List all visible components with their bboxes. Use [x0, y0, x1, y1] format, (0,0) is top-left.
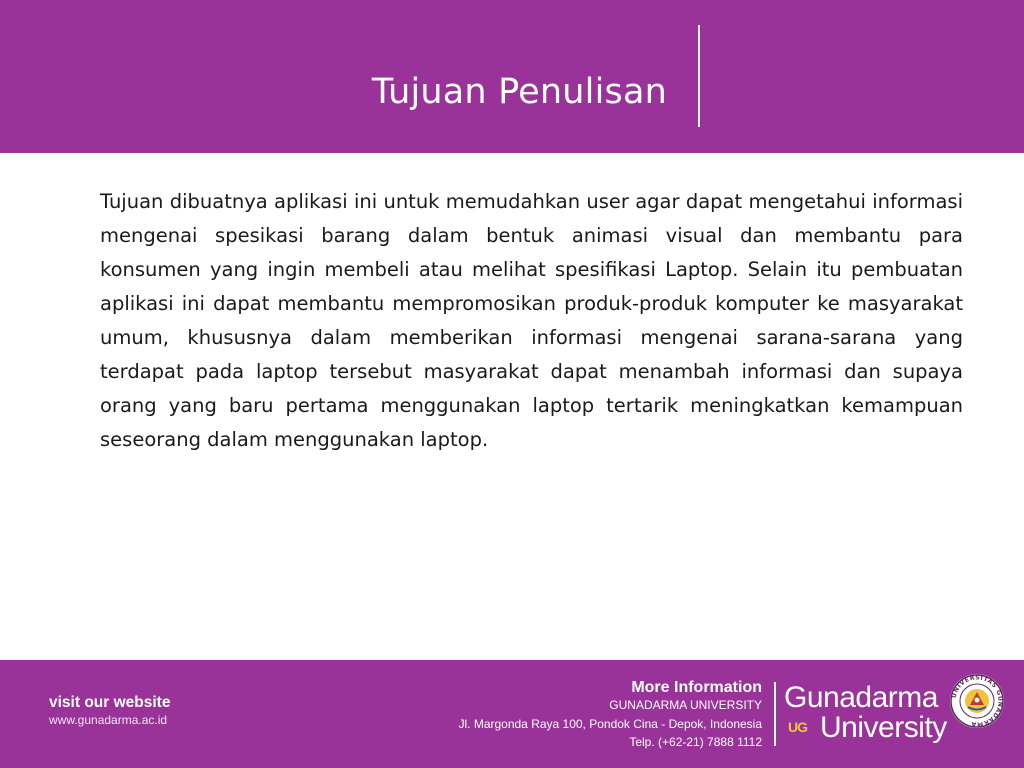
- footer-divider: [774, 682, 776, 746]
- university-seal-icon: [948, 672, 1006, 730]
- gunadarma-logo: [784, 682, 949, 752]
- website-url: www.gunadarma.ac.id: [49, 713, 168, 727]
- logo-ug-mark: UG: [788, 719, 807, 735]
- logo-text-top: Gunadarma: [784, 681, 938, 714]
- logo-text-bottom: University: [820, 711, 947, 744]
- contact-info: [458, 678, 762, 751]
- seal-text: UNIVERSITAS GUNADARMA: [950, 674, 1004, 728]
- phone: Telp. (+62-21) 7888 1112: [629, 735, 762, 749]
- body-paragraph: Tujuan dibuatnya aplikasi ini untuk memudahkan user agar dapat mengetahui informasi mengenai spesikasi barang dalam bentuk animasi visual dan membantu para konsumen yang ingin membeli atau melihat spesifikasi Laptop. Selain itu pembuatan aplikasi ini dapat membantu mempromosikan produk-produk komputer ke masyarakat umum, khususnya dalam memberikan informasi mengenai sarana-sarana yang terdapat pada laptop tersebut masyarakat dapat menambah informasi dan supaya orang yang baru pertama menggunakan laptop tertarik meningkatkan kemampuan seseorang dalam menggunakan laptop.: [100, 190, 963, 451]
- university-name: GUNADARMA UNIVERSITY: [609, 698, 762, 712]
- address: Jl. Margonda Raya 100, Pondok Cina - Depok, Indonesia: [458, 717, 762, 731]
- title-divider: [698, 25, 700, 127]
- more-information-heading: More Information: [631, 679, 762, 696]
- visit-website-label: visit our website: [49, 694, 171, 711]
- slide-title: Tujuan Penulisan: [371, 72, 667, 112]
